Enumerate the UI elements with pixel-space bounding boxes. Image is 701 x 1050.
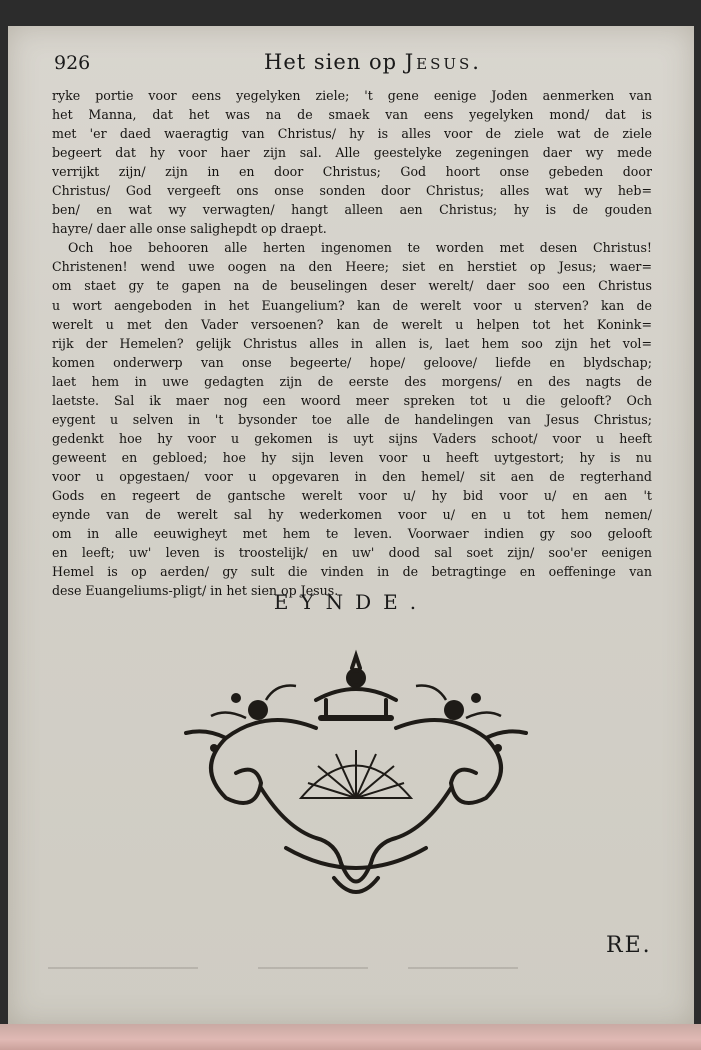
end-heading: EYNDE.	[273, 590, 429, 614]
running-title	[264, 50, 482, 74]
running-title-name: Jesus.	[404, 50, 482, 74]
text-line: Hemel is op aerden/ gy sult die vinden in de betragtinge en oeffeninge van	[52, 564, 652, 580]
text-line: met 'er daed waeragtig van Christus/ hy is alles voor de ziele wat de ziele	[52, 126, 652, 142]
catchword: RE.	[606, 933, 652, 958]
text-line: Christus/ God vergeeft ons onse sonden door Christus; alles wat wy heb=	[52, 183, 652, 199]
show-through-ink	[48, 956, 608, 980]
page-header	[54, 46, 654, 80]
book-page	[8, 26, 694, 1026]
text-line: dese Euangeliums-pligt/ in het sien op Jesus.	[52, 583, 339, 599]
page-edge	[0, 1024, 701, 1050]
text-line: en leeft; uw' leven is troostelijk/ en uw' dood sal soet zijn/ soo'er eenigen	[52, 545, 652, 561]
text-line: laet hem in uwe gedagten zijn de eerste des morgens/ en des nagts de	[52, 373, 652, 389]
text-line: ben/ en wat wy verwagten/ hangt alleen aen Christus; hy is de gouden	[52, 202, 652, 218]
text-line: werelt u met den Vader versoenen? kan de werelt u helpen tot het Konink=	[52, 316, 652, 332]
text-line: rijk der Hemelen? gelijk Christus alles in allen is, laet hem soo zijn het vol=	[52, 335, 652, 351]
text-line: hayre/ daer alle onse salighepdt op draept.	[52, 221, 327, 237]
text-line: verrijkt zijn/ zijn in en door Christus; God hoort onse gebeden door	[52, 164, 652, 180]
text-line: Och hoe behooren alle herten ingenomen te worden met desen Christus!	[68, 240, 652, 256]
text-line: gedenkt hoe hy voor u gekomen is uyt sijns Vaders schoot/ voor u heeft	[52, 430, 652, 446]
woodcut-ornament-icon	[166, 638, 546, 908]
text-line: begeert dat hy voor haer zijn sal. Alle geestelyke zegeningen daer wy mede	[52, 145, 652, 161]
text-line: u wort aengeboden in het Euangelium? kan de werelt voor u sterven? kan de	[52, 297, 652, 313]
page-number: 926	[54, 52, 91, 74]
text-line: om in alle eeuwigheyt met hem te leven. Voorwaer indien gy soo gelooft	[52, 526, 652, 542]
running-title-prefix: Het sien op	[264, 50, 405, 74]
text-line: ryke portie voor eens yegelyken ziele; 't gene eenige Joden aenmerken van	[52, 88, 652, 103]
text-line: voor u opgestaen/ voor u opgevaren in den hemel/ sit aen de regterhand	[52, 468, 652, 484]
body-text	[52, 86, 652, 600]
text-line: eygent u selven in 't bysonder toe alle de handelingen van Jesus Christus;	[52, 411, 652, 427]
text-line: komen onderwerp van onse begeerte/ hope/ geloove/ liefde en blydschap;	[52, 354, 652, 370]
text-line: het Manna, dat het was na de smaek van eens yegelyken mond/ dat is	[52, 107, 652, 123]
text-line: geweent en gebloed; hoe hy sijn leven voor u heeft uytgestort; hy is nu	[52, 449, 652, 465]
text-line: Gods en regeert de gantsche werelt voor u/ hy bid voor u/ en aen 't	[52, 487, 652, 503]
text-line: om staet gy te gapen na de beuselingen deser werelt/ daer soo een Christus	[52, 278, 652, 294]
text-line: laetste. Sal ik maer nog een woord meer spreken tot u die gelooft? Och	[52, 392, 652, 408]
text-line: eynde van de werelt sal hy wederkomen voor u/ en u tot hem nemen/	[52, 507, 652, 523]
text-line: Christenen! wend uwe oogen na den Heere; siet en herstiet op Jesus; waer=	[52, 259, 652, 275]
